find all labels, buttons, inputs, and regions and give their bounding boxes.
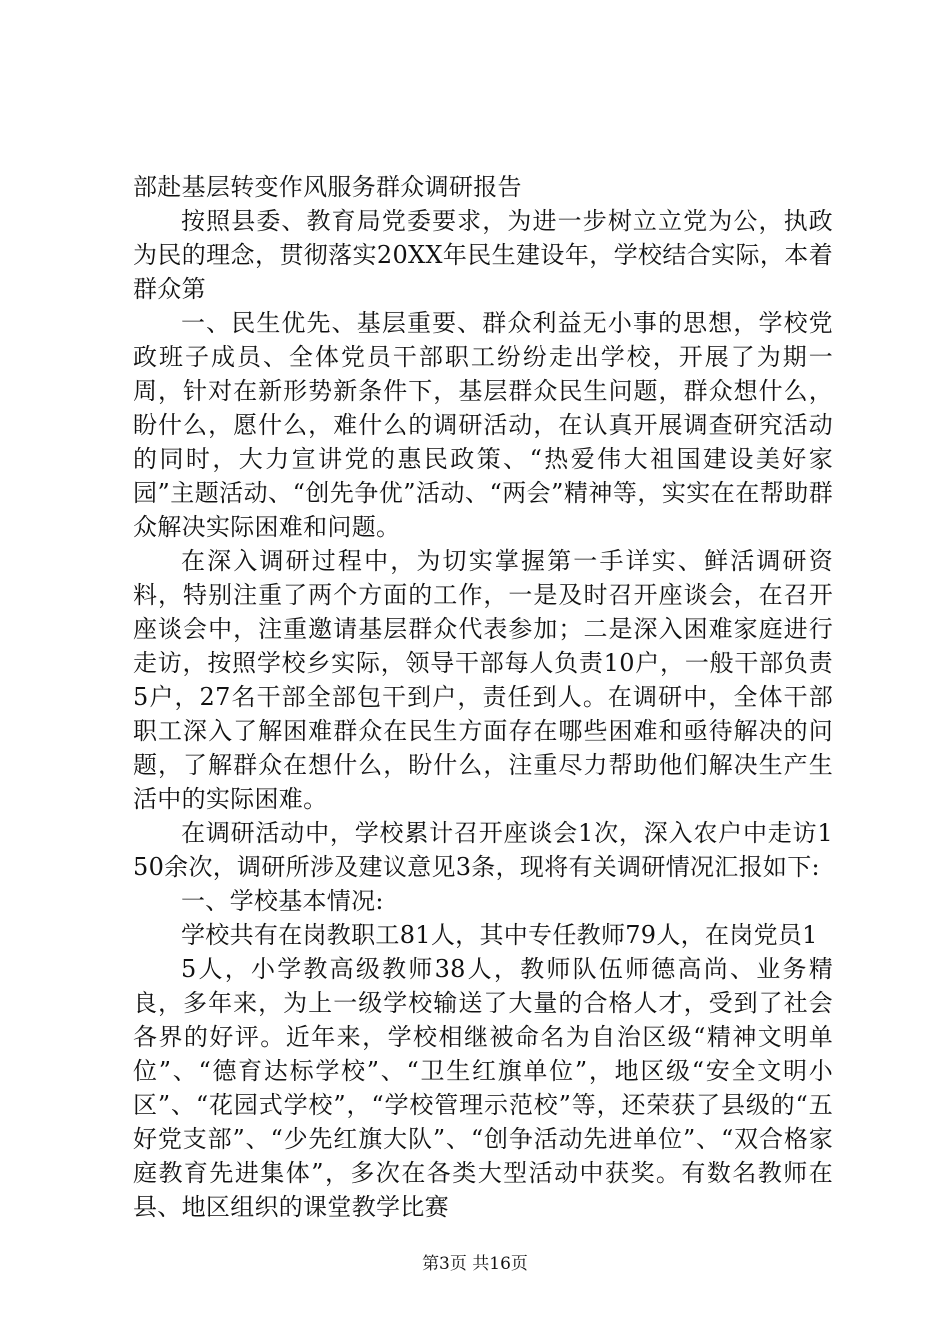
section-heading-basic-info: 一、学校基本情况: — [181, 887, 384, 915]
paragraph-research-process: 在深入调研过程中，为切实掌握第一手详实、鲜活调研资料，特别注重了两个方面的工作，一是及时召开座谈会，在召开座谈会中，注重邀请基层群众代表参加；二是深入困难家庭进行走访，按照学校乡实际，领导干部每人负责10户，一般干部负责5户，27名干部全部包干到户，责任到人。在调研中，全体干部职工深入了解困难群众在民生方面存在哪些困难和亟待解决的问题，了解群众在想什么，盼什么，注重尽力帮助他们解决生产生活中的实际困难。 — [133, 547, 833, 813]
paragraph-intro: 按照县委、教育局党委要求，为进一步树立立党为公，执政为民的理念，贯彻落实20XX年民生建设年，学校结合实际，本着群众第 — [133, 207, 833, 303]
page-number-footer: 第3页 共16页 — [422, 1254, 528, 1274]
document-body — [133, 170, 833, 1224]
paragraph-staff-count: 学校共有在岗教职工81人，其中专任教师79人，在岗党员1 — [181, 921, 818, 949]
paragraph-school-honors: 5人，小学教高级教师38人，教师队伍师德高尚、业务精良，多年来，为上一级学校输送了大量的合格人才，受到了社会各界的好评。近年来，学校相继被命名为自治区级“精神文明单位”、“德育达标学校”、“卫生红旗单位”，地区级“安全文明小区”、“花园式学校”，“学校管理示范校”等，还荣获了县级的“五好党支部”、“少先红旗大队”、“创争活动先进单位”、“双合格家庭教育先进集体”，多次在各类大型活动中获奖。有数名教师在县、地区组织的课堂教学比赛 — [133, 955, 833, 1221]
paragraph-principles: 一、民生优先、基层重要、群众利益无小事的思想，学校党政班子成员、全体党员干部职工纷纷走出学校，开展了为期一周，针对在新形势新条件下，基层群众民生问题，群众想什么，盼什么，愿什么，难什么的调研活动，在认真开展调查研究活动的同时，大力宣讲党的惠民政策、“热爱伟大祖国建设美好家园”主题活动、“创先争优”活动、“两会”精神等，实实在在帮助群众解决实际困难和问题。 — [133, 309, 833, 541]
paragraph-research-summary: 在调研活动中，学校累计召开座谈会1次，深入农户中走访150余次，调研所涉及建议意见3条，现将有关调研情况汇报如下: — [133, 819, 833, 881]
document-title: 部赴基层转变作风服务群众调研报告 — [133, 173, 522, 201]
